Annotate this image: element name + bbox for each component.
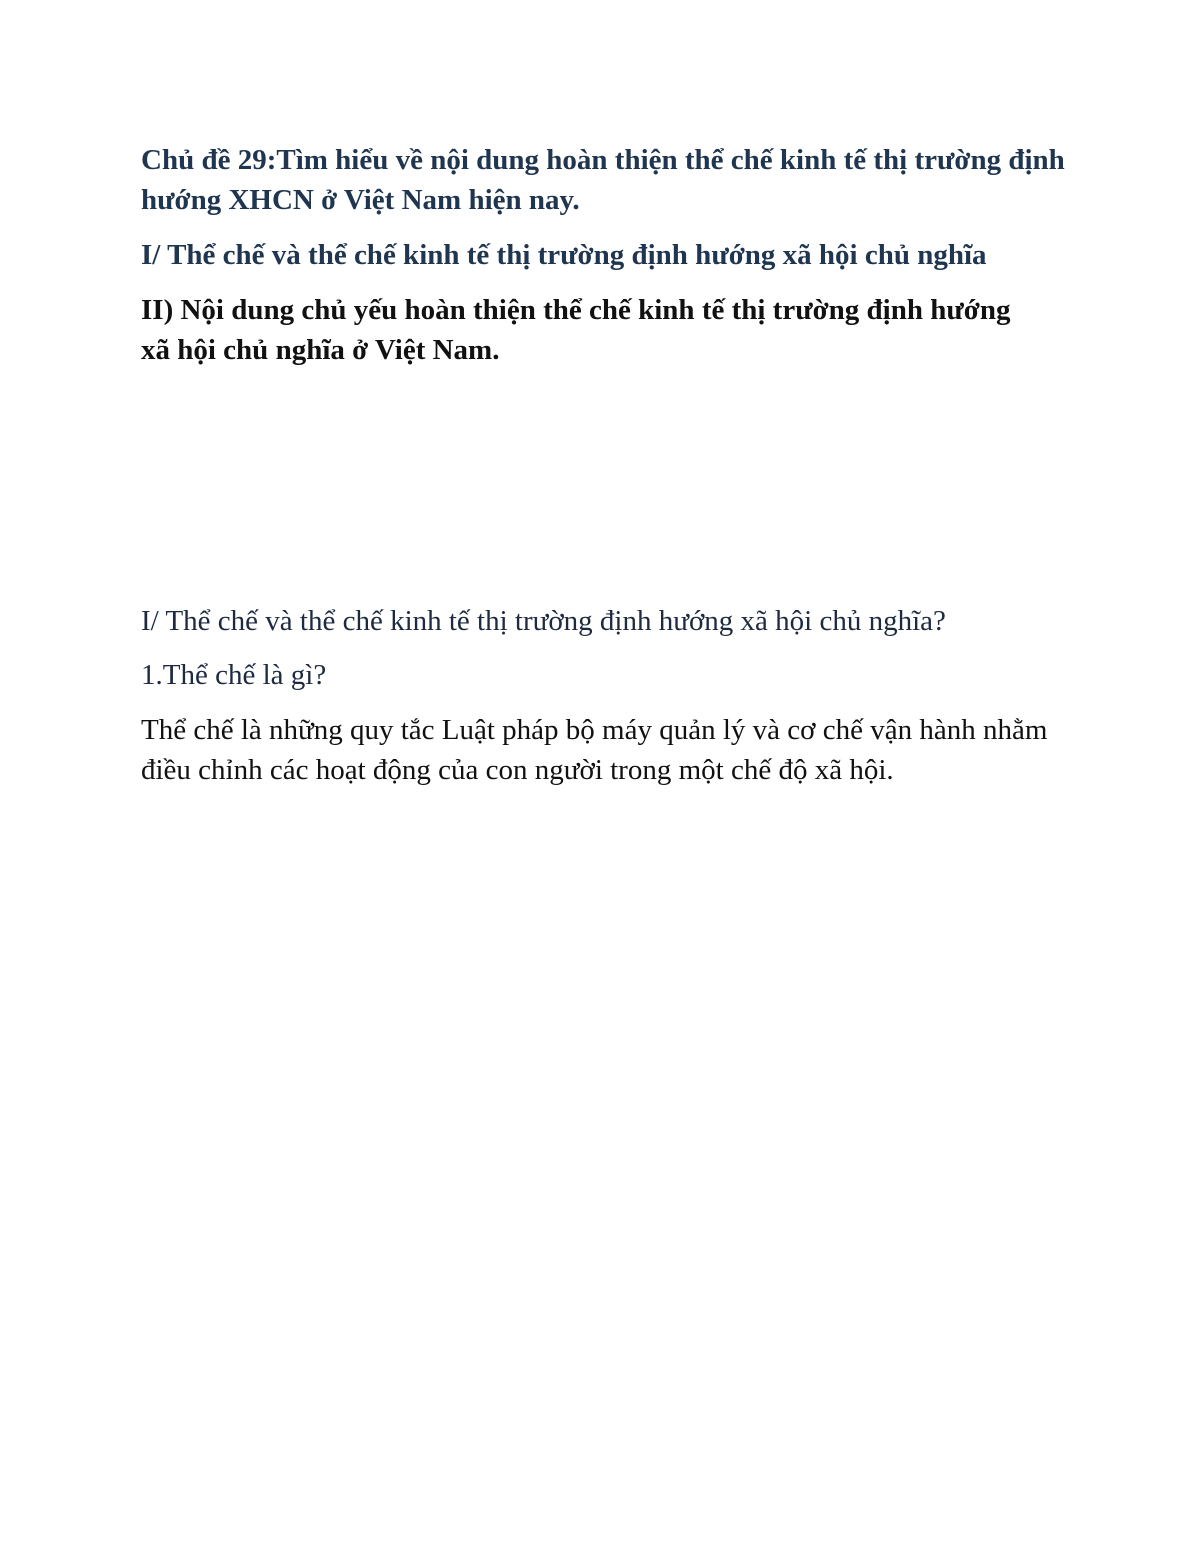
outline-item-2: II) Nội dung chủ yếu hoàn thiện thể chế kinh tế thị trường định hướng xã hội chủ nghĩa ở Việt Nam. <box>141 294 1011 366</box>
topic-title: Chủ đề 29:Tìm hiểu về nội dung hoàn thiện thể chế kinh tế thị trường định hướng XHCN ở Việt Nam hiện nay. <box>141 144 1065 216</box>
section-1-heading: I/ Thể chế và thể chế kinh tế thị trường định hướng xã hội chủ nghĩa? <box>141 605 946 637</box>
section-1-subheading: 1.Thể chế là gì? <box>141 659 327 691</box>
outline-item-1: I/ Thể chế và thể chế kinh tế thị trường định hướng xã hội chủ nghĩa <box>141 239 987 271</box>
section-1-paragraph: Thể chế là những quy tắc Luật pháp bộ máy quản lý và cơ chế vận hành nhằm điều chỉnh các hoạt động của con người trong một chế độ xã hội. <box>141 714 1048 786</box>
